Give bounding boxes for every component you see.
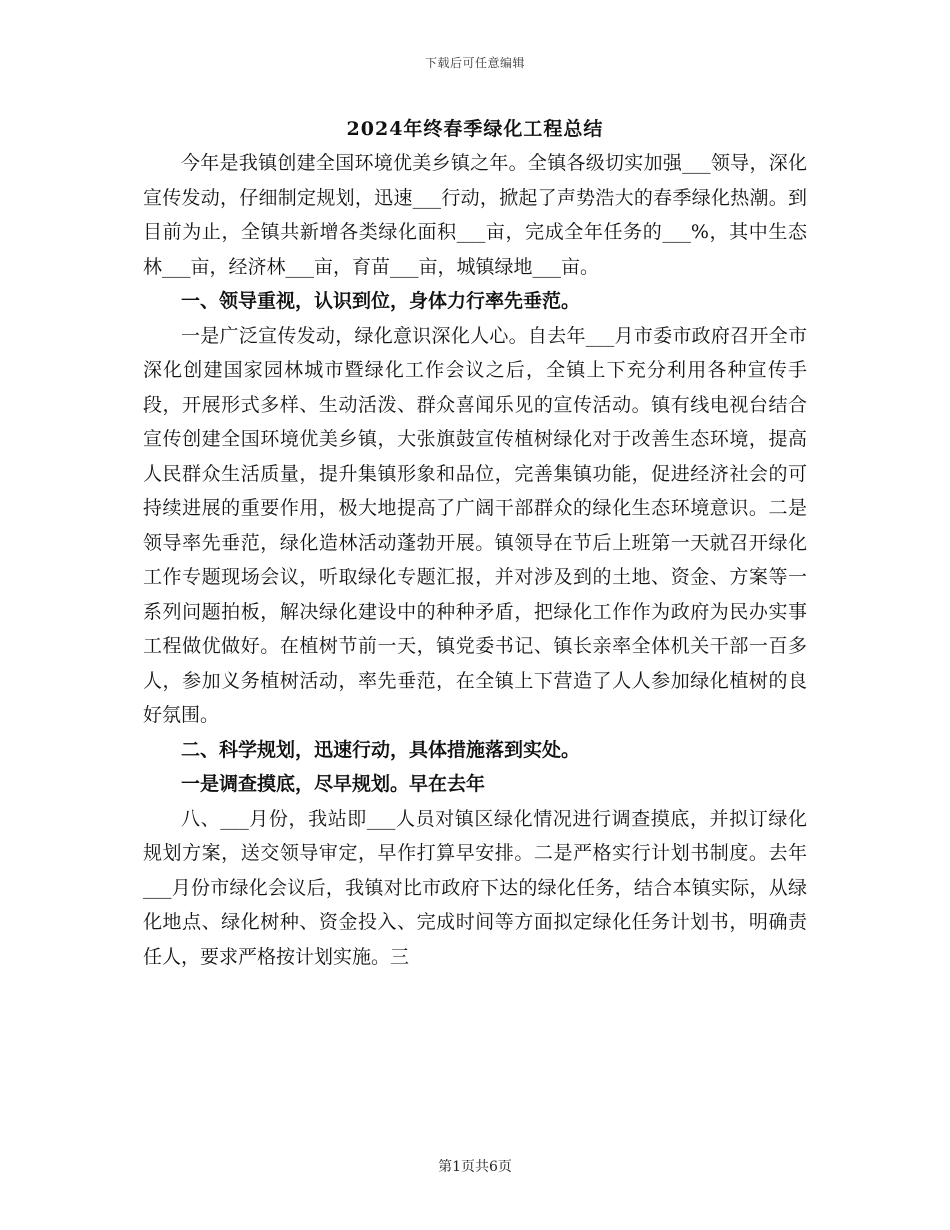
intro-paragraph: 今年是我镇创建全国环境优美乡镇之年。全镇各级切实加强___领导，深化宣传发动，仔细制定规划，迅速___行动，掀起了声势浩大的春季绿化热潮。到目前为止，全镇共新增各类绿化面积___亩，完成全年任务的___%，其中生态林___亩，经济林___亩，育苗___亩，城镇绿地___亩。 [143, 152, 807, 278]
subsection-heading: 一是调查摸底，尽早规划。早在去年 [181, 773, 486, 795]
document-title: 2024年终春季绿化工程总结 [346, 118, 604, 140]
header-note: 下载后可任意编辑 [424, 56, 525, 70]
section-heading-2: 二、科学规划，迅速行动，具体措施落到实处。 [181, 738, 581, 761]
page-indicator: 第1页共6页 [438, 1159, 512, 1175]
section-2-paragraph: 八、___月份，我站即___人员对镇区绿化情况进行调查摸底，并拟订绿化规划方案，送交领导审定，早作打算早安排。二是严格实行计划书制度。去年___月份市绿化会议后，我镇对比市政府下达的绿化任务，结合本镇实际，从绿化地点、绿化树种、资金投入、完成时间等方面拟定绿化任务计划书，明确责任人，要求严格按计划实施。三 [143, 807, 807, 968]
section-1-paragraph: 一是广泛宣传发动，绿化意识深化人心。自去年___月市委市政府召开全市深化创建国家园林城市暨绿化工作会议之后，全镇上下充分利用各种宣传手段，开展形式多样、生动活泼、群众喜闻乐见的宣传活动。镇有线电视台结合宣传创建全国环境优美乡镇，大张旗鼓宣传植树绿化对于改善生态环境，提高人民群众生活质量，提升集镇形象和品位，完善集镇功能，促进经济社会的可持续进展的重要作用，极大地提高了广阔干部群众的绿化生态环境意识。二是领导率先垂范，绿化造林活动蓬勃开展。镇领导在节后上班第一天就召开绿化工作专题现场会议，听取绿化专题汇报，并对涉及到的土地、资金、方案等一系列问题拍板，解决绿化建设中的种种矛盾，把绿化工作作为政府为民办实事工程做优做好。在植树节前一天，镇党委书记、镇长亲率全体机关干部一百多人，参加义务植树活动，率先垂范，在全镇上下营造了人人参加绿化植树的良好氛围。 [143, 324, 807, 726]
document-body [143, 146, 807, 974]
section-heading-1: 一、领导重视，认识到位，身体力行率先垂范。 [181, 290, 581, 312]
